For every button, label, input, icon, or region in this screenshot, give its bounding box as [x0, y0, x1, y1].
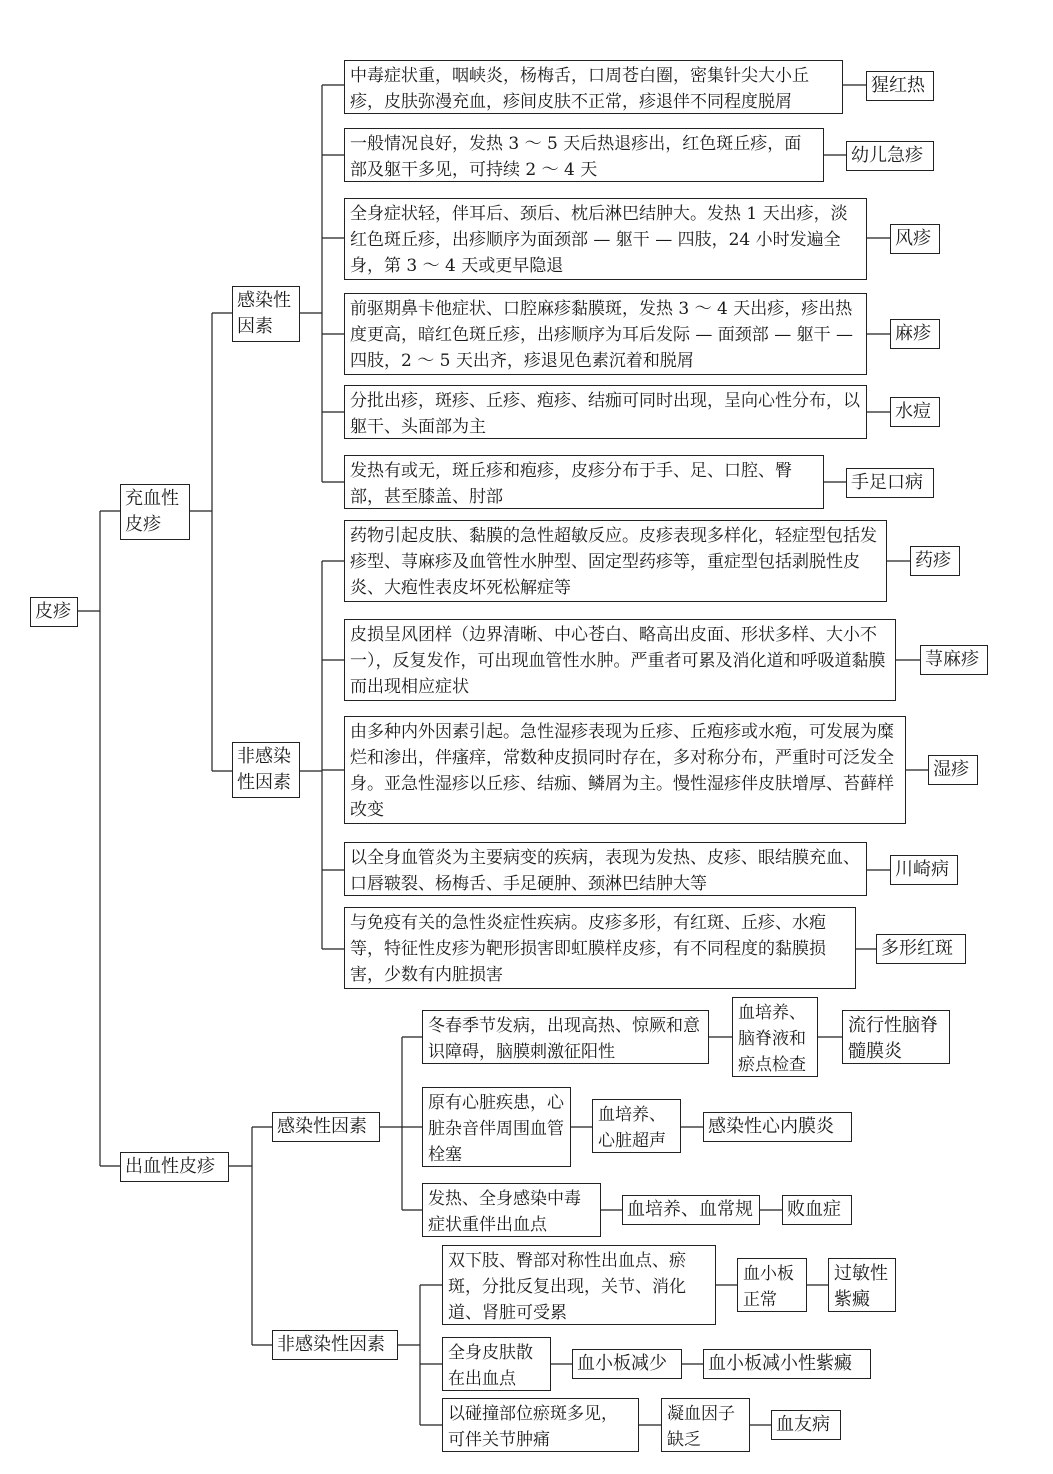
hsp-description: 双下肢、臀部对称性出血点、瘀斑，分批反复出现，关节、消化道、肾脏可受累	[442, 1245, 716, 1325]
hemophilia-description: 以碰撞部位瘀斑多见，可伴关节肿痛	[442, 1398, 639, 1452]
hemorrhagic-infectious-node: 感染性因素	[272, 1112, 380, 1142]
kawasaki-description: 以全身血管炎为主要病变的疾病，表现为发热、皮疹、眼结膜充血、口唇皲裂、杨梅舌、手足硬肿、颈淋巴结肿大等	[344, 842, 867, 896]
drug-eruption-label: 药疹	[910, 546, 960, 576]
roseola-label: 幼儿急疹	[846, 141, 934, 171]
itp-description: 全身皮肤散在出血点	[442, 1337, 551, 1391]
itp-test: 血小板减少	[572, 1349, 682, 1379]
varicella-label: 水痘	[890, 397, 940, 427]
congestive-infectious-node: 感染性因素	[232, 286, 300, 342]
eczema-label: 湿疹	[928, 755, 978, 785]
erythema-multiforme-label: 多形红斑	[876, 934, 966, 964]
eczema-description: 由多种内外因素引起。急性湿疹表现为丘疹、丘疱疹或水疱，可发展为糜烂和渗出，伴瘙痒，常数种皮损同时存在，多对称分布，严重时可泛发全身。亚急性湿疹以丘疹、结痂、鳞屑为主。慢性湿疹伴皮肤增厚、苔藓样改变	[344, 716, 906, 824]
sepsis-label: 败血症	[782, 1195, 852, 1225]
hsp-test: 血小板正常	[737, 1258, 807, 1312]
hfmd-label: 手足口病	[846, 468, 934, 498]
hemophilia-test: 凝血因子缺乏	[661, 1398, 750, 1452]
kawasaki-label: 川崎病	[890, 855, 958, 885]
sepsis-test: 血培养、血常规	[622, 1195, 760, 1225]
measles-description: 前驱期鼻卡他症状、口腔麻疹黏膜斑，发热 3 ～ 4 天出疹，疹出热度更高，暗红色斑丘疹，出疹顺序为耳后发际 — 面颈部 — 躯干 — 四肢，2 ～ 5 天出齐，疹退见色素沉着和脱屑	[344, 293, 867, 375]
hfmd-description: 发热有或无，斑丘疹和疱疹，皮疹分布于手、足、口腔、臀部，甚至膝盖、肘部	[344, 455, 824, 509]
drug-eruption-description: 药物引起皮肤、黏膜的急性超敏反应。皮疹表现多样化，轻症型包括发疹型、荨麻疹及血管性水肿型、固定型药疹等，重症型包括剥脱性皮炎、大疱性表皮坏死松解症等	[344, 520, 887, 602]
measles-label: 麻疹	[890, 319, 940, 349]
scarlet-fever-description: 中毒症状重，咽峡炎，杨梅舌，口周苍白圈，密集针尖大小丘疹，皮肤弥漫充血，疹间皮肤不正常，疹退伴不同程度脱屑	[344, 60, 843, 114]
varicella-description: 分批出疹，斑疹、丘疹、疱疹、结痂可同时出现，呈向心性分布，以躯干、头面部为主	[344, 385, 867, 439]
meningitis-description: 冬春季节发病，出现高热、惊厥和意识障碍，脑膜刺激征阳性	[422, 1010, 709, 1064]
rubella-description: 全身症状轻，伴耳后、颈后、枕后淋巴结肿大。发热 1 天出疹，淡红色斑丘疹，出疹顺序为面颈部 — 躯干 — 四肢，24 小时发遍全身，第 3 ～ 4 天或更早隐退	[344, 198, 867, 280]
meningitis-label: 流行性脑脊髓膜炎	[842, 1010, 950, 1064]
endocarditis-label: 感染性心内膜炎	[703, 1112, 852, 1142]
urticaria-description: 皮损呈风团样（边界清晰、中心苍白、略高出皮面、形状多样、大小不一），反复发作，可出现血管性水肿。严重者可累及消化道和呼吸道黏膜而出现相应症状	[344, 619, 896, 701]
endocarditis-description: 原有心脏疾患，心脏杂音伴周围血管栓塞	[422, 1087, 571, 1167]
congestive-noninfectious-node: 非感染性因素	[232, 742, 300, 798]
roseola-description: 一般情况良好，发热 3 ～ 5 天后热退疹出，红色斑丘疹，面部及躯干多见，可持续 2 ～ 4 天	[344, 128, 824, 182]
sepsis-description: 发热、全身感染中毒症状重伴出血点	[422, 1183, 601, 1237]
scarlet-fever-label: 猩红热	[866, 71, 934, 101]
hemorrhagic-rash-node: 出血性皮疹	[120, 1152, 229, 1182]
hsp-label: 过敏性紫癜	[828, 1258, 896, 1312]
hemophilia-label: 血友病	[771, 1410, 841, 1440]
rubella-label: 风疹	[890, 224, 940, 254]
endocarditis-test: 血培养、心脏超声	[592, 1099, 681, 1153]
meningitis-test: 血培养、脑脊液和瘀点检查	[732, 997, 818, 1077]
urticaria-label: 荨麻疹	[920, 645, 988, 675]
erythema-multiforme-description: 与免疫有关的急性炎症性疾病。皮疹多形，有红斑、丘疹、水疱等，特征性皮疹为靶形损害即虹膜样皮疹，有不同程度的黏膜损害，少数有内脏损害	[344, 907, 856, 989]
root-node: 皮疹	[30, 597, 78, 627]
congestive-rash-node: 充血性皮疹	[120, 484, 190, 540]
hemorrhagic-noninfectious-node: 非感染性因素	[272, 1330, 398, 1360]
itp-label: 血小板减小性紫癜	[703, 1349, 871, 1379]
